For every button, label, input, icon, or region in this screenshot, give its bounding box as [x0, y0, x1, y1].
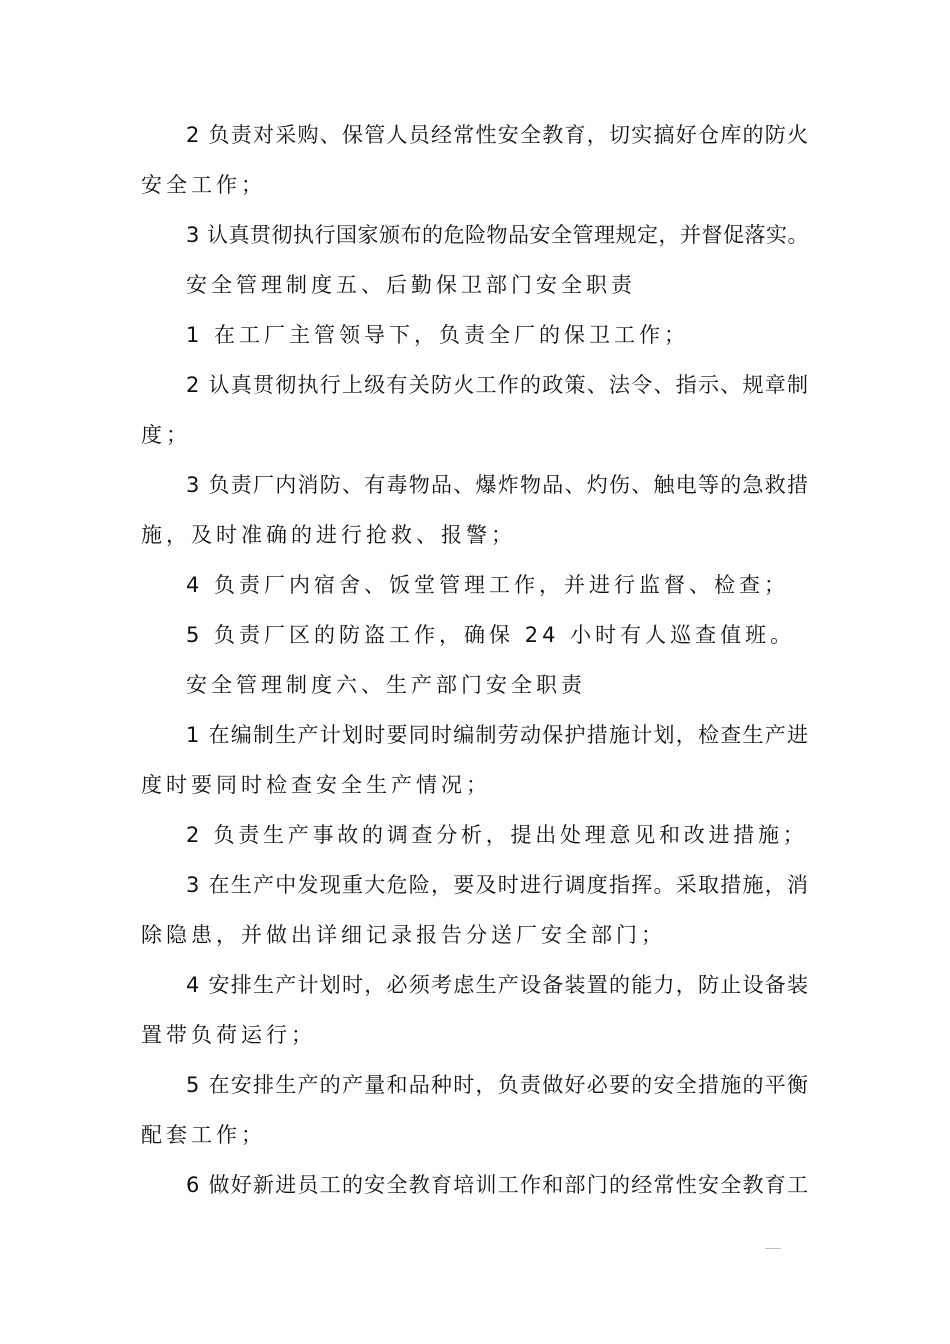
- paragraph-line: 3 认真贯彻执行国家颁布的危险物品安全管理规定，并督促落实。: [186, 223, 810, 247]
- paragraph-line: 5 在安排生产的产量和品种时，负责做好必要的安全措施的平衡: [186, 1073, 810, 1097]
- paragraph-line: 4 负责厂内宿舍、饭堂管理工作，并进行监督、检查；: [186, 573, 790, 597]
- paragraph-line: 3 在生产中发现重大危险，要及时进行调度指挥。采取措施，消: [186, 873, 810, 897]
- section-heading: 安全管理制度五、后勤保卫部门安全职责: [186, 273, 636, 297]
- page-corner-mark: [765, 1248, 781, 1249]
- paragraph-line: 3 负责厂内消防、有毒物品、爆炸物品、灼伤、触电等的急救措: [186, 473, 810, 497]
- paragraph-line: 1 在编制生产计划时要同时编制劳动保护措施计划，检查生产进: [186, 723, 810, 747]
- paragraph-line: 2 负责对采购、保管人员经常性安全教育，切实搞好仓库的防火: [186, 123, 810, 147]
- paragraph-line: 6 做好新进员工的安全教育培训工作和部门的经常性安全教育工: [186, 1173, 810, 1197]
- paragraph-line: 1 在工厂主管领导下，负责全厂的保卫工作；: [186, 323, 690, 347]
- section-heading: 安全管理制度六、生产部门安全职责: [186, 673, 586, 697]
- paragraph-line: 施，及时准确的进行抢救、报警；: [141, 523, 516, 547]
- paragraph-line: 安全工作；: [141, 173, 266, 197]
- paragraph-line: 度时要同时检查安全生产情况；: [141, 773, 491, 797]
- paragraph-line: 除隐患，并做出详细记录报告分送厂安全部门；: [141, 923, 666, 947]
- paragraph-line: 2 负责生产事故的调查分析，提出处理意见和改进措施；: [186, 823, 808, 847]
- paragraph-line: 5 负责厂区的防盗工作，确保 24 小时有人巡查值班。: [186, 623, 796, 647]
- paragraph-line: 置带负荷运行；: [141, 1023, 316, 1047]
- paragraph-line: 4 安排生产计划时，必须考虑生产设备装置的能力，防止设备装: [186, 973, 810, 997]
- paragraph-line: 配套工作；: [141, 1123, 266, 1147]
- paragraph-line: 度；: [141, 423, 191, 447]
- paragraph-line: 2 认真贯彻执行上级有关防火工作的政策、法令、指示、规章制: [186, 373, 810, 397]
